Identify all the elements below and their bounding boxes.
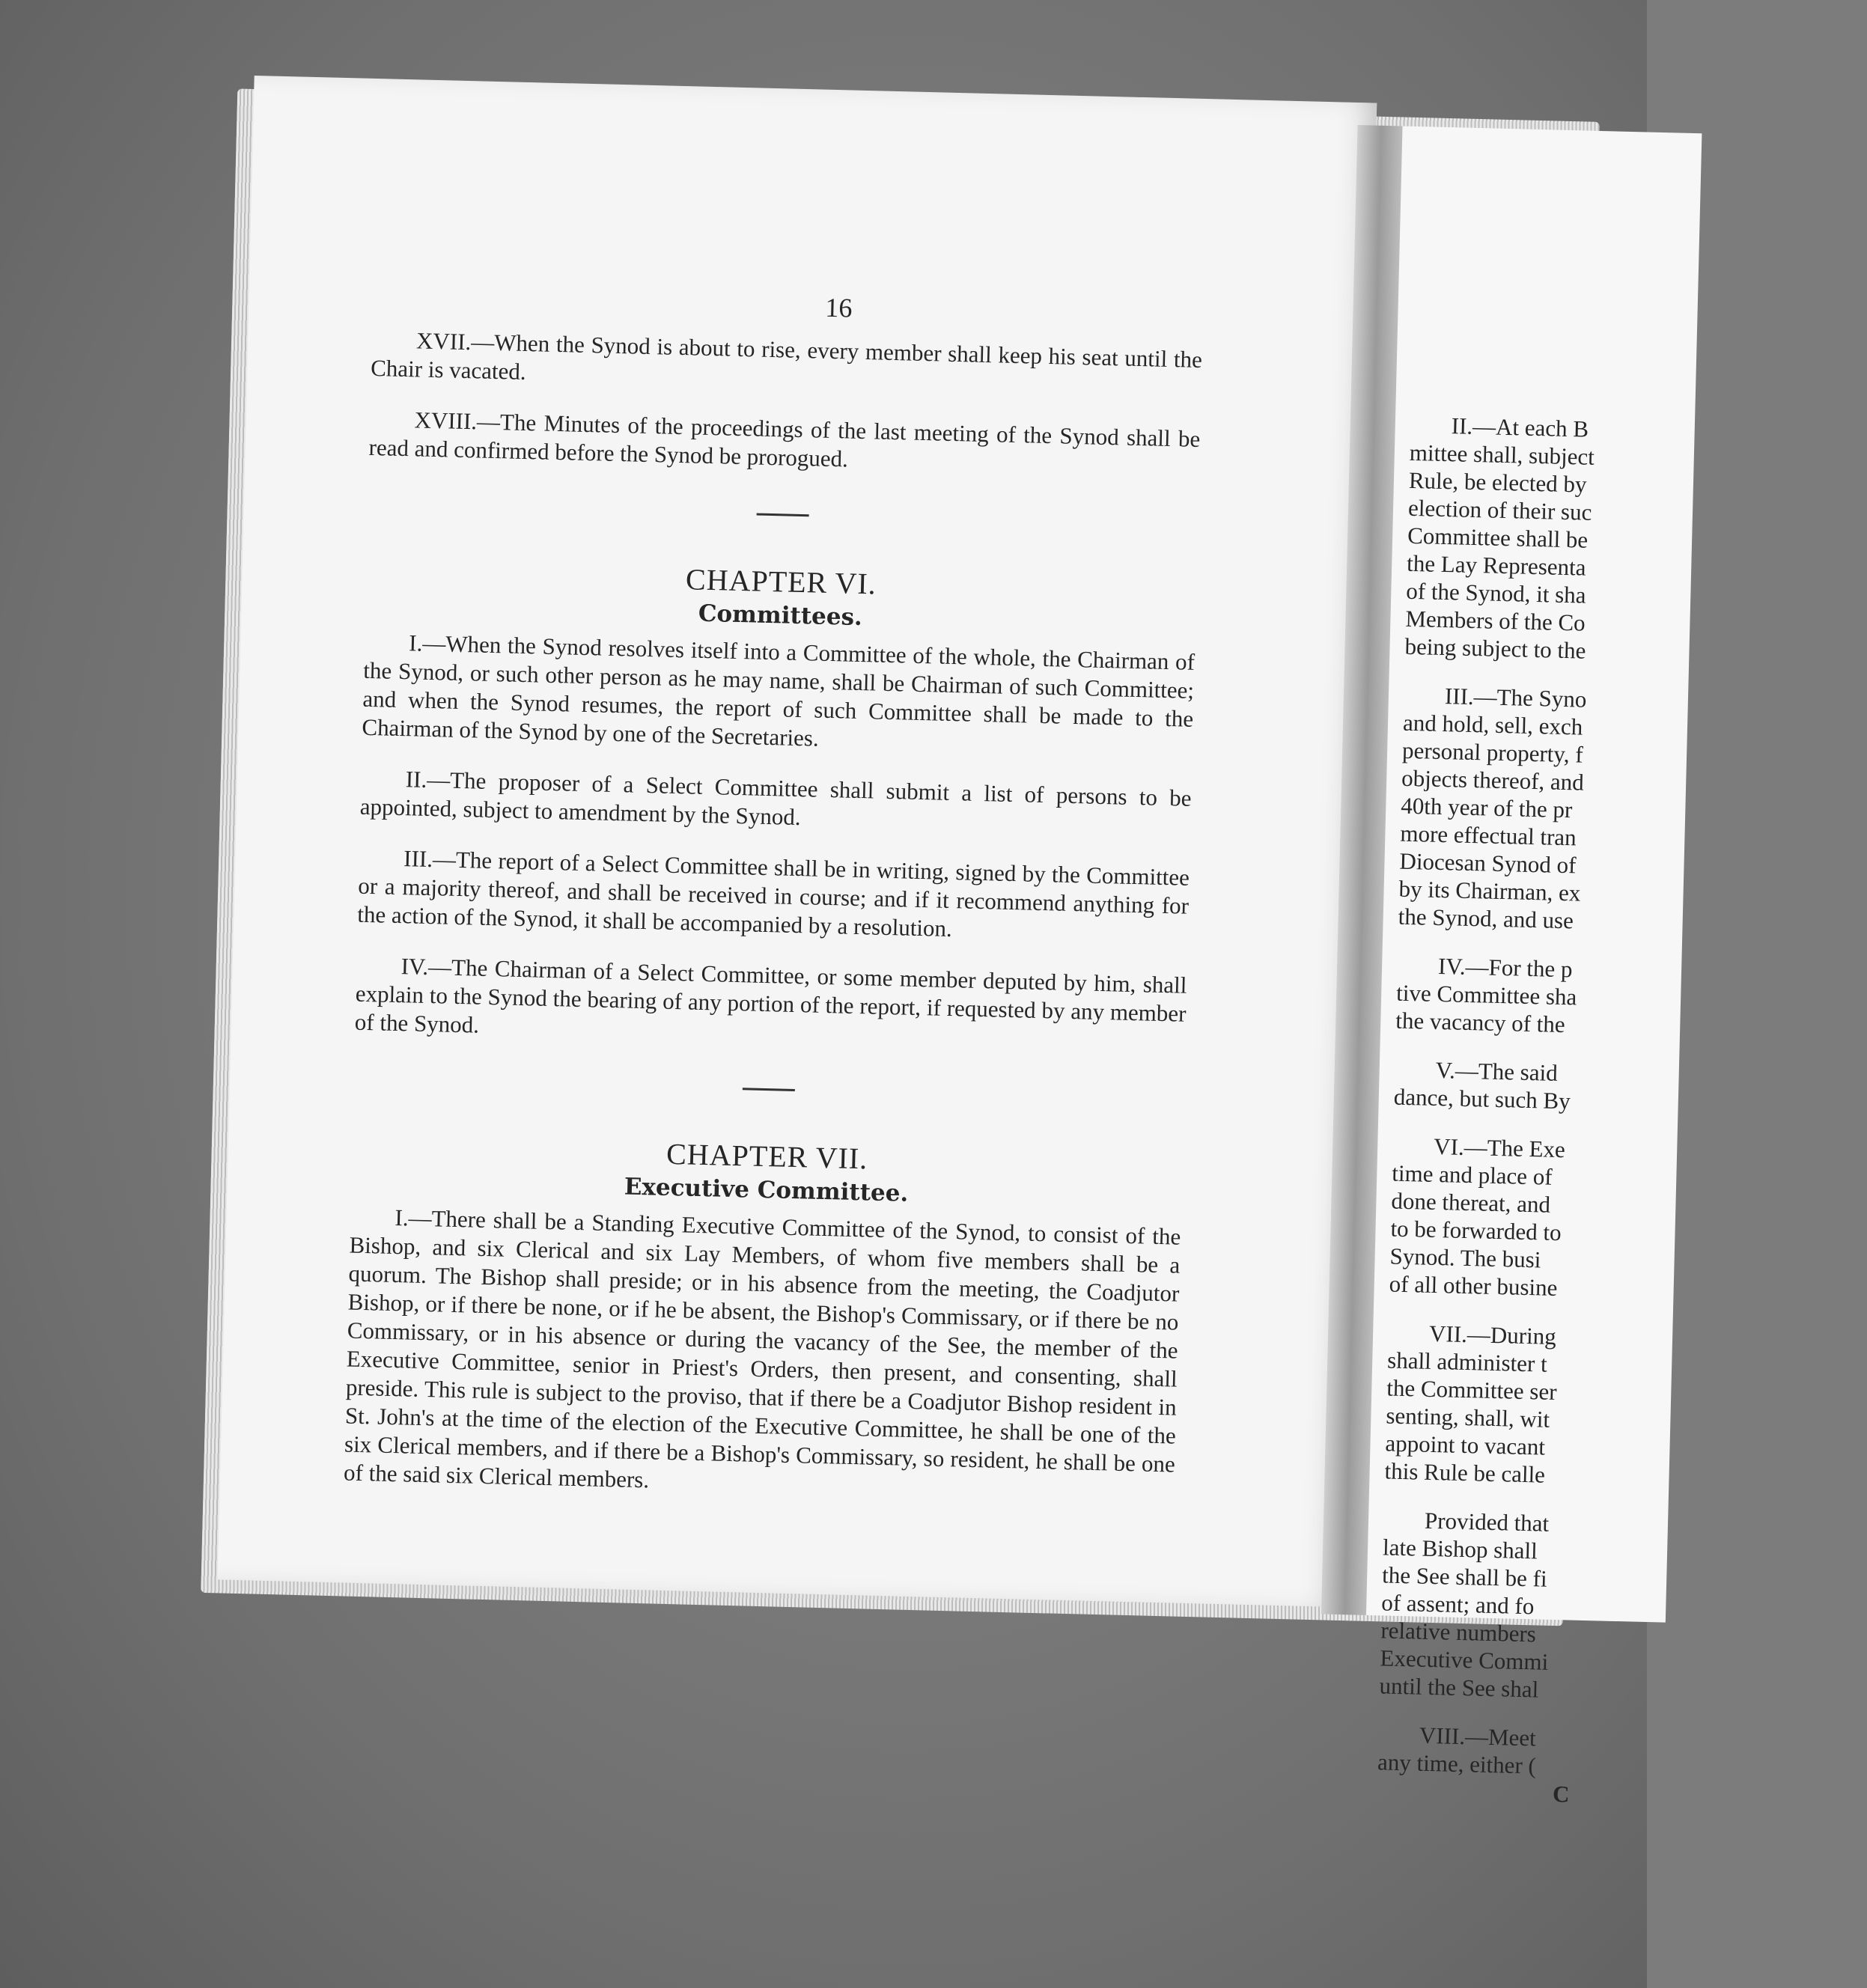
rule-xviii: XVIII.—The Minutes of the proceedings of the last meeting of the Synod shall be read and confirmed before the Synod be prorogued. [368, 406, 1201, 472]
ch7-para-1: I.—There shall be a Standing Executive Committee of the Synod, to consist of the Bishop, and six Clerical and six Lay Members, of whom five members shall be a quorum. The Bishop shall preside; or in his absence from the meeting, the Coadjutor Bishop, or if there be none, or if he be absent, the Bishop's Commissary, or if there be no Commissary, or in his absence or during the vacancy of the See, the member of the Executive Committee, senior in Priest's Orders, then present, and consenting, shall preside. This rule is subject to the proviso, that if there be a Coadjutor Bishop resident in St. John's at the time of the election of the Executive Committee, he shall be one of the six Clerical members, and if there be a Bishop's Commissary, so resident, he shall be one of the said six Clerical members. [343, 1204, 1181, 1493]
text-line: senting, shall, wit [1386, 1402, 1550, 1433]
left-page-content [343, 326, 1202, 1530]
right-para-iii [1398, 681, 1853, 942]
section-divider [743, 1088, 795, 1091]
chapter-6-subtitle: Committees. [698, 600, 863, 632]
text-line: Synod. The busi [1389, 1242, 1541, 1273]
text-line: III.—The Syno [1444, 683, 1587, 713]
ch6-para-1: I.—When the Synod resolves itself into a Committee of the whole, the Chairman of the Synod, or such other person as he may name, shall be Chairman of such Committee; and when the Synod resumes, the report of such Committee shall be made to the Chairman of the Synod by one of the Secretaries. [362, 629, 1196, 751]
right-page [1366, 126, 1702, 1808]
right-para-ii [1404, 411, 1860, 671]
text-line: the vacancy of the [1395, 1007, 1566, 1038]
text-line: Executive Commi [1380, 1644, 1549, 1675]
text-line: Members of the Co [1405, 605, 1586, 636]
text-line: 40th year of the pr [1400, 792, 1573, 823]
chapter-7-title: CHAPTER VII. [666, 1136, 868, 1176]
text-line: election of their suc [1407, 494, 1592, 525]
section-divider [757, 513, 809, 517]
text-line: to be forwarded to [1390, 1215, 1562, 1246]
text-line: personal property, f [1401, 737, 1584, 768]
open-book [187, 67, 1647, 1808]
chapter-6-title: CHAPTER VI. [685, 562, 877, 601]
text-line: being subject to the [1404, 632, 1586, 664]
text-line: by its Chairman, ex [1398, 875, 1581, 906]
text-line: the Committee ser [1386, 1374, 1558, 1406]
text-line: Provided that [1424, 1507, 1550, 1537]
right-para-viii [1377, 1720, 1828, 1787]
text-line: more effectual tran [1400, 820, 1577, 851]
right-para-v [1393, 1055, 1844, 1122]
text-line: Diocesan Synod of [1399, 847, 1577, 879]
text-line: the See shall be fi [1381, 1561, 1548, 1592]
text-line: late Bishop shall [1382, 1534, 1538, 1564]
text-line: dance, but such By [1393, 1083, 1571, 1115]
ch6-para-4: IV.—The Chairman of a Select Committee, or some member deputed by him, shall explain to the Synod the bearing of any portion of the report, if requested by any member of the Synod. [354, 953, 1187, 1038]
text-line: V.—The said [1435, 1056, 1559, 1086]
text-line: II.—At each B [1451, 412, 1589, 442]
text-line: time and place of [1391, 1159, 1553, 1190]
catchword: C [1552, 1781, 1570, 1808]
text-line: of assent; and fo [1380, 1589, 1535, 1620]
chapter-7-subtitle: Executive Committee. [624, 1173, 909, 1207]
right-para-iv [1395, 951, 1847, 1046]
text-line: IV.—For the p [1437, 952, 1573, 983]
text-line: this Rule be calle [1384, 1457, 1546, 1488]
text-line: appoint to vacant [1385, 1430, 1546, 1460]
left-page [218, 76, 1377, 1607]
text-line: of the Synod, it sha [1405, 577, 1586, 609]
ch6-para-2: II.—The proposer of a Select Committee shall submit a list of persons to be appointed, subject to amendment by the Synod. [359, 766, 1192, 831]
text-line: done thereat, and [1391, 1187, 1551, 1218]
text-line: objects thereof, and [1401, 764, 1585, 796]
text-line: of all other busine [1389, 1270, 1558, 1301]
text-line: relative numbers [1380, 1617, 1537, 1647]
ch6-para-3: III.—The report of a Select Committee shall be in writing, signed by the Committee or a majority thereof, and shall be received in course; and if it recommend anything for the action of the Synod, it shall be accompanied by a resolution. [356, 845, 1190, 942]
text-line: any time, either ( [1377, 1748, 1537, 1779]
text-line: the Lay Representa [1406, 549, 1586, 581]
text-line: the Synod, and use [1398, 903, 1574, 934]
text-line: Rule, be elected by [1408, 466, 1587, 498]
text-line: VII.—During [1428, 1320, 1557, 1350]
text-line: and hold, sell, exch [1402, 709, 1583, 740]
text-line: mittee shall, subject [1409, 439, 1595, 470]
text-line: VI.—The Exe [1433, 1132, 1566, 1163]
text-line: shall administer t [1386, 1347, 1548, 1377]
text-line: until the See shal [1379, 1672, 1539, 1703]
text-line: tive Committee sha [1395, 979, 1577, 1010]
page-number: 16 [824, 292, 853, 323]
right-para-vi [1389, 1132, 1842, 1309]
text-line: VIII.—Meet [1419, 1722, 1537, 1751]
right-para-proviso [1379, 1505, 1833, 1710]
rule-xvii: XVII.—When the Synod is about to rise, every member shall keep his seat until the Chair is vacated. [370, 327, 1203, 385]
right-para-vii [1384, 1318, 1837, 1495]
text-line: Committee shall be [1407, 522, 1589, 553]
right-page-content [1377, 411, 1860, 1814]
